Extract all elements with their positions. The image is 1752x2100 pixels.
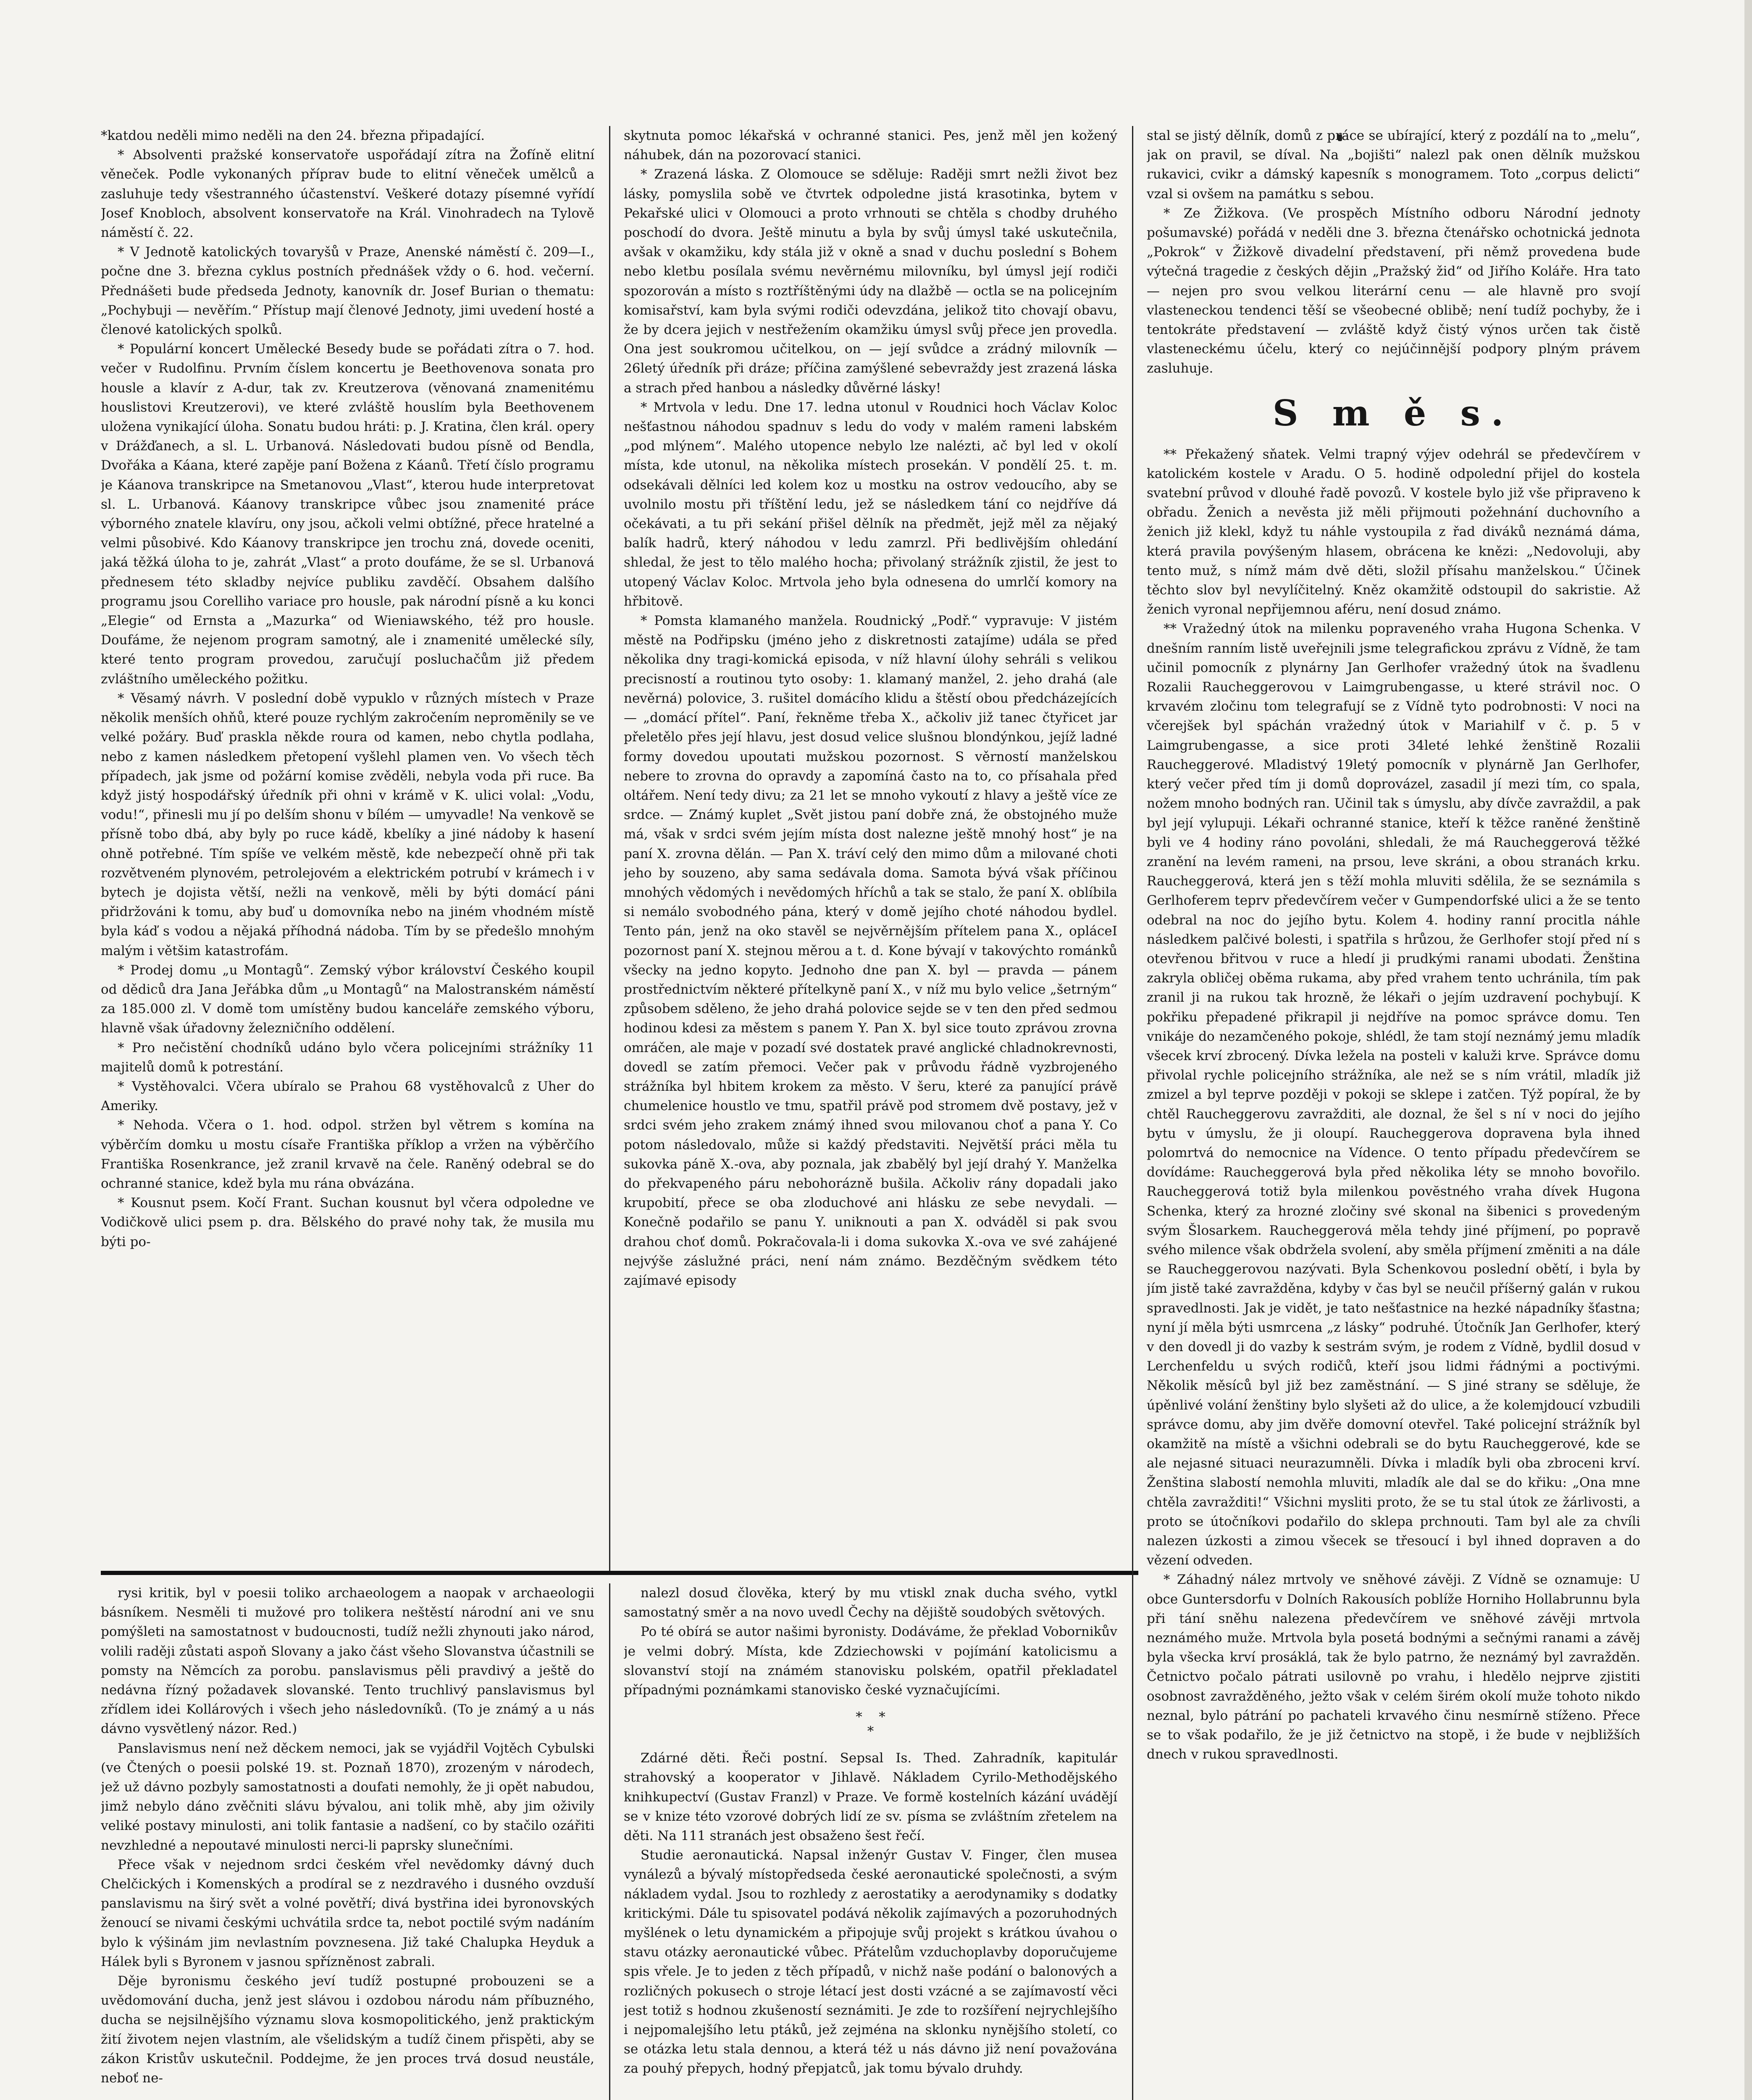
section-title: S m ě s. [1272,392,1515,434]
article-paragraph: * Absolventi pražské konservatoře uspořádají zítra na Žofíně elitní věneček. Podle vykonaných příprav bude to elitní věneček umělců a zasluhuje tedy všestranného účastenství. Veškeré dotazy písemné vyřídí Josef Knobloch, absolvent konservatoře na Král. Vinohradech na Tylově náměstí č. 22. [101,147,594,241]
article-paragraph: stal se jistý dělník, domů z práce se ubírající, který z pozdálí na to „melu“, jak on pravil, se díval. Na „bojišti“ nalezl pak onen dělník mužskou rukavici, cvikr a dámský kapesník s monogramem. Toto „corpus delicti“ vzal si ovšem na památku s sebou. [1147,128,1640,202]
article-paragraph: * Vystěhovalci. Včera ubíralo se Prahou 68 vystěhovalců z Uher do Ameriky. [101,1079,594,1114]
article-paragraph: nalezl dosud člověka, který by mu vtiskl znak ducha svého, vytkl samostatný směr a na novo uvedl Čechy na dějiště soudobých světových. [624,1586,1117,1620]
column-2-bottom [624,1583,1117,2100]
column-rule-2 [1132,126,1133,2100]
article-paragraph: Děje byronismu českého jeví tudíž postupné probouzeni se a uvědomování ducha, jenž jest slávou i ozdobou národu nám příbuzného, ducha se nejsilnějšího významu slova kosmopolitického, jenž praktickým žití životem nejen vlastním, ale všelidským a tudíž činem přispěti, aby se zákon Kristův uskutečnil. Poddejme, že jen proces trvá dosud neustále, neboť ne- [101,1974,594,2086]
article-paragraph: * Pomsta klamaného manžela. Roudnický „Podř.“ vypravuje: V jistém městě na Podřipsku (jméno jeho z diskretnosti zatajíme) udála se před několika dny tragi-komická episoda, v níž hlavní úlohy sehráli s velikou precisností a routinou tyto osoby: 1. klamaný manžel, 2. jeho drahá (ale nevěrná) polovice, 3. rušitel domácího klidu a štěstí obou předcházejících — „domácí přítel“. Paní, řekněme třeba X., ačkoliv již tanec čtyřicet jar přeletělo přes její hlavu, jest dosud velice slušnou blondýnkou, jejíž ladné formy dovedou upoutati mužskou pozornost. S věrností manželskou nebere to zrovna do opravdy a zapomíná často na to, co přísahala před oltářem. Není tedy divu; za 21 let se mnoho vykoutí z hlavy a ještě více ze srdce. — Známý kuplet „Svět jistou paní dobře zná, že obstojného muže má, však v srdci svém jejím místa dost nalezne ještě mnohý host“ je na paní X. zrovna dělán. — Pan X. tráví celý den mimo dům a milované choti jeho by souzeno, aby sama sedávala doma. Samota bývá však příčinou mnohých vědomých i nevědomých hříchů a tak se stalo, že paní X. oblíbila si nemálo svobodného pána, který v domě jejího choté náhodou bydlel. Tento pán, jenž na oko stavěl se nejvěrnějším přítelem pana X., opláceI pozornost paní X. stejnou měrou a t. d. Kone bývají v takovýchto románků všecky na jedno kopyto. Jednoho dne pan X. byl — pravda — pánem prostřednictvím některé přítelkyně paní X., v níž mu bylo velice „šetrným“ způsobem sděleno, že jeho drahá polovice sejde se v ten den před sedmou hodinou kdesi za městem s panem Y. Pan X. byl sice touto zprávou zrovna omráčen, ale maje v pozadí své dostatek pravé anglické chladnokrevnosti, dovedl se zatím přemoci. Večer pak v průvodu řádně vyzbrojeného strážníka byl hbitem krokem za město. V šeru, které za panující právě chumelenice houstlo ve tmu, spatřil právě pod stromem dvě postavy, jež v srdci svém jeho zrakem známý ihned svou milovanou choť a pana Y. Co potom následovalo, může si každý představiti. Nejvĕtší práci měla tu sukovka pánĕ X.-ova, aby poznala, jak zbabělý byl její drahý Y. Manželka do překvapeného páru nebohorázně bušila. Ačkoliv rány dopadali jako krupobití, přece se oba zloduchové ani hlásku ze sebe nevydali. — Konečně podařilo se panu Y. uniknouti a pan X. odváděl si pak svou drahou choť domů. Pokračovala-li i doma sukovka X.-ova ve své zahájené nejvýše záslužné práci, není nám známo. Bezděčným svědkem této zajímavé episody [624,613,1117,1288]
article-paragraph: Studie aeronautická. Napsal inženýr Gustav V. Finger, člen musea vynálezů a bývalý místopředseda české aeronautické společnosti, a svým nákladem vydal. Jsou to rozhledy z aerostatiky a aerodynamiky s dodatky kritickými. Dále tu spisovatel podává několik zajímavých a pozoruhodných myšlének o letu dynamickém a připojuje svůj projekt s krátkou úvahou o stavu otázky aeronautické vůbec. Přátelům vzduchoplavby doporučujeme spis vřele. Je to jeden z těch případů, v nichž naše podání o balonových a rozličných pokusech o stroje létací jest dosti vzácné a se zajímavostí věci jest totiž s hodnou zkušeností seznámiti. Je zde to rozšíření nejrychlejšího i nejpomalejšího letu ptáků, jež zejména na sklonku nynějšího století, co se otázka letu stala dennou, a která též u nás dávno již není považována za pouhý přepych, hodný přepjatců, jak tomu bývalo druhdy. [624,1848,1117,2076]
column-3 [1147,126,1640,2100]
article-paragraph: Zdárné děti. Řeči postní. Sepsal Is. Thed. Zahradník, kapitulár strahovský a kooperator v Jihlavě. Nákladem Cyrilo-Methodějského knihkupectví (Gustav Franzl) v Praze. Ve formě kostelních kázání uvádějí se v knize této vzorové dobrých lidí ze sv. písma se zvláštním zřetelem na děti. Na 111 stranách jest obsaženo šest řečí. [624,1751,1117,1844]
article-paragraph: rysi kritik, byl v poesii toliko archaeologem a naopak v archaeologii básníkem. Nesměli ti mužové pro tolikera neštěstí národní ani ve snu pomýšleti na samostatnost v budoucnosti, tudíž nežli zhynouti jako národ, volili raději zůstati aspoň Slovany a jako část všeho Slovanstva účastnili se pomsty na Němcích za porobu. panslavismus pěli pravdivý a ještě do nedávna řízný požadavek slovanské. Tento truchlivý panslavismus byl zřídlem idei Kollárových i všech jeho následovníků. (To je známý a u nás dávno vysvětlený názor. Red.) [101,1586,594,1737]
article-paragraph: skytnuta pomoc lékařská v ochranné stanici. Pes, jenž měl jen kožený náhubek, dán na pozorovací stanici. [624,128,1117,163]
separator-stars: * * * [856,1709,885,1739]
article-paragraph: * Kousnut psem. Kočí Frant. Suchan kousnut byl včera odpoledne ve Vodičkově ulici psem p. dra. Bělského do pravé nohy tak, že musila mu býti po- [101,1195,594,1250]
article-paragraph: ** Vražedný útok na milenku popraveného vraha Hugona Schenka. V dnešním ranním listě uveřejnili jsme telegrafickou zprávu z Vídně, že tam učinil pomocník z plynárny Jan Gerlhofer vražedný útok na švadlenu Rozalii Raucheggerovou v Laimgrubengasse, u které strávil noc. O krvavém zločinu tom telegrafují se z Vídně tyto podrobnosti: V noci na včerejšek byl spáchán vražedný útok v Mariahilf v č. p. 5 v Laimgrubengasse, a sice proti 34leté lehké ženštině Rozalii Raucheggerové. Mladistvý 19letý pomocník v plynárně Jan Gerlhofer, který večer před tím ji domů doprovázel, zasadil jí mezi tím, co spala, nožem mnoho bodných ran. Učinil tak s úmyslu, aby dívče zavraždil, a pak byl její vylupuji. Lékaři ochranné stanice, kteří k těžce raněné ženštině byli ve 4 hodiny ráno povoláni, shledali, že má Raucheggerová těžké zranění na levém rameni, na prsou, leve skráni, a obou stranách krku. Raucheggerová, která jen s těží mohla mluviti sdělila, že se seznámila s Gerlhoferem teprv předevčírem večer v Gumpendorfské ulici a že se tento odebral na noc do jejího bytu. Kolem 4. hodiny ranní procitla náhle následkem palčivé bolesti, i spatřila s hrůzou, že Gerlhofer stojí před ní s otevřenou břitvou v ruce a hledí ji prudkými ranami ubodati. Ženština zakryla obličej oběma rukama, aby před vrahem tento uchránila, tím pak zranil ji na rukou tak hrozně, že lékaři o jejím uzdravení pochybují. K pokřiku přepadené přikrapil ji nejdříve na pomoc správce domu. Ten vnikáje do nezamčeného pokoje, shlédl, že tam stojí neznámý jemu mladík všecek krví zbrocený. Dívka ležela na posteli v kaluži krve. Správce domu přivolal rychle policejního strážníka, ale než se s ním vrátil, mladík již zmizel a byl teprve později v pokoji se sklepe i zatčen. Týž popíral, že by chtěl Raucheggerovu zavražditi, ale doznal, že šel s ní v noci do jejího bytu v úmyslu, že ji oloupí. Raucheggerova dopravena byla ihned polomrtvá do nemocnice na Vídence. O tento případu předevčírem se dovídáme: Raucheggerová byla před několika léty se mnoho bovořilo. Raucheggerová totiž byla milenkou povĕstného vraha dívek Hugona Schenka, který za hrozné zločiny své skonal na šibenici s provedeným svým Šlosarkem. Raucheggerová měla tehdy jiné příjmení, po popravě svého milence však obdržela svolení, aby směla příjmení změniti a na dále se Raucheggerovou nazývati. Byla Schenkovou poslední obětí, i byla by jím jistě také zavražděna, kdyby v čas byl se neučil příšerný galán v rukou spravedlnosti. Jak je vidět, je tato nešťastnice na hezké nápadníky šťastna; nyní jí měla býti usmrcena „z lásky“ podruhé. Útočník Jan Gerlhofer, který v den dovedl ji do vazby k sestrám svým, je rodem z Vídně, bydlil dosud v Lerchenfeldu u svých rodičů, kteří jsou lidmi řádnými a poctivými. Několik měsíců byl již bez zaměstnání. — S jiné strany se sděluje, že úpěnlivé volání ženštiny bylo slyšeti až do ulice, a že kolemjdoucí vzbudili správce domu, aby jim dvěře domovní otevřel. Také policejní strážník byl okamžitě na místě a všichni odebrali se do bytu Raucheggerové, kde se ale nejasné situaci neurazumněli. Dívka i mladík byli oba zbroceni krví. Ženština slabostí nemohla mluviti, mladík ale dal se do křiku: „Ona mne chtěla zavražditi!“ Všichni mysliti proto, že se tu stal útok ze žárlivosti, a proto se útočníkovi podařilo do sklepa prchnouti. Tam byl ale za chvíli nalezen úzkosti a zimou všecek se třesoucí i byl ihned dopraven a do vězení odveden. [1147,621,1640,1568]
article-paragraph: ** Překažený sňatek. Velmi trapný výjev odehrál se předevčírem v katolickém kostele v Aradu. O 5. hodině odpolední přijel do kostela svatební průvod v dlouhé řadě povozů. V kostele bylo již vše připraveno k obřadu. Ženich a nevěsta již měli přijmouti požehnání duchovního a ženich již klekl, když tu náhle vystoupila z řad diváků neznámá dáma, která pravila povýšeným hlasem, obrácena ke knězi: „Nedovoluji, aby tento muž, s nímž mám dvě děti, složil přísahu manželskou.“ Účinek těchto slov byl nevylíčitelný. Kněz okamžitě odstoupil do sakristie. Až ženich vyronal nepřijemnou aféru, není dosud známo. [1147,446,1640,617]
article-paragraph: * Záhadný nález mrtvoly ve sněhové závěji. Z Vídně se oznamuje: U obce Guntersdorfu v Dolních Rakousích poblíže Horniho Hollabrunnu byla při tání sněhu nalezena předevčírem ve sněhové závěji mrtvola neznámého muže. Mrtvola byla posetá bodnými a sečnými ranami a závěj byla všecka krví prosáklá, tak že bylo patrno, že neznámý byl zavražděn. Četnictvo počalo pátrati usilovně po vrahu, i hledělo nejprve zjistiti osobnost zavražděného, ježto však v celém širém okolí muže tohoto nikdo neznal, bylo pátrání po pachateli krvavého činu nesmírně stíženo. Přece se to však podařilo, že je již četnictvo na stopě, i že bude v nejbližších dnech v rukou spravedlnosti. [1147,1572,1640,1762]
column-1-top [101,126,594,1567]
article-paragraph: * Ze Žižkova. (Ve prospěch Místního odboru Národní jednoty pošumavské) pořádá v neděli dne 3. března čtenářsko ochotnická jednota „Pokrok“ v Žižkově divadelní představení, při němž provedena bude výtečná tragedie z českých dějin „Pražský žid“ od Jiřího Koláře. Hra tato — nejen pro svou velkou literární cenu — ale hlavně pro svojí vlasteneckou tendenci těší se všeobecné oblibě; není tudíž pochyby, že i tentokráte představení — zvláště když čistý výnos určen tak čistě vlasteneckému účelu, který co nejúčinnější podpory plným právem zasluhuje. [1147,205,1640,376]
article-paragraph: * Nehoda. Včera o 1. hod. odpol. stržen byl větrem s komína na výběrčím domku u mostu císaře Františka příklop a vržen na výběrčího Františka Rosenkrance, jež zranil krvavě na čele. Raněný odebral se do ochranné stanice, kdež byla mu rána obvázána. [101,1118,594,1191]
column-2-top [624,126,1117,1567]
section-divider [101,1571,1138,1575]
column-1-bottom [101,1583,594,2100]
article-paragraph: * Prodej domu „u Montagů“. Zemský výbor království Českého koupil od dědiců dra Jana Jeřábka dům „u Montagů“ na Malostranském náměstí za 185.000 zl. V domě tom umístěny budou kanceláře zemského výboru, hlavně však úřadovny železničního oddělení. [101,962,594,1036]
article-paragraph: * Populární koncert Umělecké Besedy bude se pořádati zítra o 7. hod. večer v Rudolfinu. Prvním číslem koncertu je Beethovenova sonata pro housle a klavír z A-dur, tak zv. Kreutzerova (věnovaná znamenitému houslistovi Kreutzerovi), ve které zvláště houslím byla Beethovenem uložena vynikající úloha. Sonatu budou hráti: p. J. Kratina, člen král. opery v Drážďanech, a sl. L. Urbanová. Následovati budou písně od Bendla, Dvořáka a Káana, které zapěje paní Božena z Káanů. Třetí číslo programu je Káanova transkripce na Smetanovou „Vlast“, kterou hude interpretovat sl. L. Urbanová. Káanovy transkripce vůbec jsou znamenité práce výborného znatele klavíru, ony jsou, ačkoli velmi obtížné, přece hratelné a velmi působivé. Kdo Káanovy transkripce jen trochu zná, dovede oceniti, jaká těžká úloha to je, zahrát „Vlast“ a proto doufáme, že se sl. Urbanová přednesem této skladby nejvíce publiku zavděčí. Obsahem dalšího programu jsou Corelliho variace pro housle, pak národní písně a ku konci „Elegie“ od Ernsta a „Mazurka“ od Wieniawského, též pro housle. Doufáme, že nejenom program samotný, ale i znamenité umělecké síly, které tento program provedou, zaručují posluchačům již předem zvláštního uměleckého požitku. [101,341,594,687]
article-paragraph: * Pro nečistění chodníků udáno bylo včera policejními strážníky 11 majitelů domů k potrestání. [101,1040,594,1075]
page-edge [1744,0,1752,2100]
article-paragraph: * V Jednotě katolických tovaryšů v Praze, Anenské náměstí č. 209—I., počne dne 3. března cyklus postních přednášek vždy o 6. hod. večerní. Přednášeti bude předseda Jednoty, kanovník dr. Josef Burian o thematu: „Pochybuji — nevěřím.“ Přístup mají členové Jednoty, jimi uvedení hosté a členové katolických spolků. [101,244,594,338]
article-paragraph: * Mrtvola v ledu. Dne 17. ledna utonul v Roudnici hoch Václav Koloc nešťastnou náhodou spadnuv s ledu do vody v malém rameni labském „pod mlýnem“. Malého utopence nebylo lze nalézti, ač byl led v okolí místa, kde utonul, na několika místech prosekán. V pondělí 25. t. m. odsekávali dělníci led kolem koz u mostku na ostrov vedoucího, aby se uvolnilo mostu při tříštění ledu, jež se následkem tání co nejdříve dá očekávati, a tu při sekání přišel dělník na předmět, jejž měl za nějaký balík hadrů, který náhodou v ledu zamrzl. Při bedlivějším ohledání shledal, že jest to tělo malého hocha; přivolaný strážník zjistil, že jest to utopený Václav Koloc. Mrtvola jeho byla odnesena do umrlčí komory na hřbitově. [624,399,1117,609]
article-paragraph: Po té obírá se autor našimi byronisty. Dodáváme, že překlad Vobornikův je velmi dobrý. Místa, kde Zdziechowski v pojímání katolicismu a slovanství stojí na známém stanovisku polském, opatřil překladatel případnými poznámkami stanovisko české vyznačujícími. [624,1624,1117,1698]
article-paragraph: Panslavismus není než děckem nemoci, jak se vyjádřil Vojtěch Cybulski (ve Čtených o poesii polské 19. st. Poznaň 1870), zrozeným v národech, jež už dávno pozbyly samostatnosti a doufati nemohly, že ji opět nabudou, jimž nebylo dáno zvěčniti slávu bývalou, ani tolik mhě, aby jim oživily veliké postavy minulosti, ani tolik fantasie a nadšení, co by stačilo ozářiti nevzhledné a nepoutavé minulosti nerci-li paprsky slunečními. [101,1740,594,1853]
column-rule-1 [609,126,610,1571]
article-paragraph: * Zrazená láska. Z Olomouce se sděluje: Raději smrt nežli život bez lásky, pomyslila sobě ve čtvrtek odpoledne jistá krasotinka, bytem v Pekařské ulici v Olomouci a proto vrhnouti se chtěla s chodby druhého poschodí do dvora. Ještě minutu a byla by svůj úmysl také uskutečnila, avšak v okamžiku, kdy stála již v okně a snad v duchu poslední s Bohem nebo kletbu posílala svému nevěrnému milovníku, byl úmysl její rodiči spozorován a místo s roztříštěnými údy na dlažbě — octla se na policejním komisařství, kam byla svými rodiči odevzdána, jelikož tito chovají obavu, že by dcera jejich v nestřežením okamžiku úmysl svůj přece jen provedla. Ona jest soukromou učitelkou, on — její svůdce a zrádný milovník — 26letý úředník při dráze; příčina zamýšlené sebevraždy jest zrazená láska a strach před hanbou a následky důvěrné lásky! [624,167,1117,396]
newspaper-page [101,126,1655,2100]
article-paragraph: *katdou neděli mimo neděli na den 24. března připadající. [101,128,485,143]
article-paragraph: Přece však v nejednom srdci českém vřel nevědomky dávný duch Chelčických i Komenských a prodíral se z nezdravého i dusného ovzduší panslavismu na širý svět a volné povětří; divá bystřina idei byronovských ženoucí se nivami českými uchvátila srdce ta, nebot poctilé svým nadáním bylo k výšinám jim nevlastním povznesena. Již také Chalupka Heyduk a Hálek byli s Byronem v jasnou spřízněnost zabrali. [101,1857,594,1969]
article-paragraph: * Věsamý návrh. V poslední době vypuklo v různých místech v Praze několik menších ohňů, které pouze rychlým zakročením nepromĕnily se ve velké požáry. Buď praskla někde roura od kamen, nebo chytla podlaha, nebo z kamen následkem přetopení vyšlehl plamen ven. Vo všech těch případech, jak jsme od požární komise zvěděli, nebyla voda při ruce. Ba když jistý hospodářský úředník při ohni v krámě v K. ulici volal: „Vodu, vodu!“, přinesli mu jí po delším shonu v bílém — umyvadle! Na venkově se přísně tobo dbá, aby byly po ruce kádě, kbelíky a jiné nádoby k hasení ohně potřebné. Tím spíše ve velkém městě, kde nebezpečí ohně při tak rozvětveném plynovém, petrolejovém a elektrickém potrubí v krámech i v bytech je dojista větší, nežli na venkově, měli by býti domácí páni přidržováni k tomu, aby buď u domovníka nebo na jiném vhodném místě byla káď s vodou a nějaká příhodná nádoba. Tím by se předešlo mnohým malým i většim katastrofám. [101,690,594,958]
column-rule-1-bottom [609,1583,610,2100]
